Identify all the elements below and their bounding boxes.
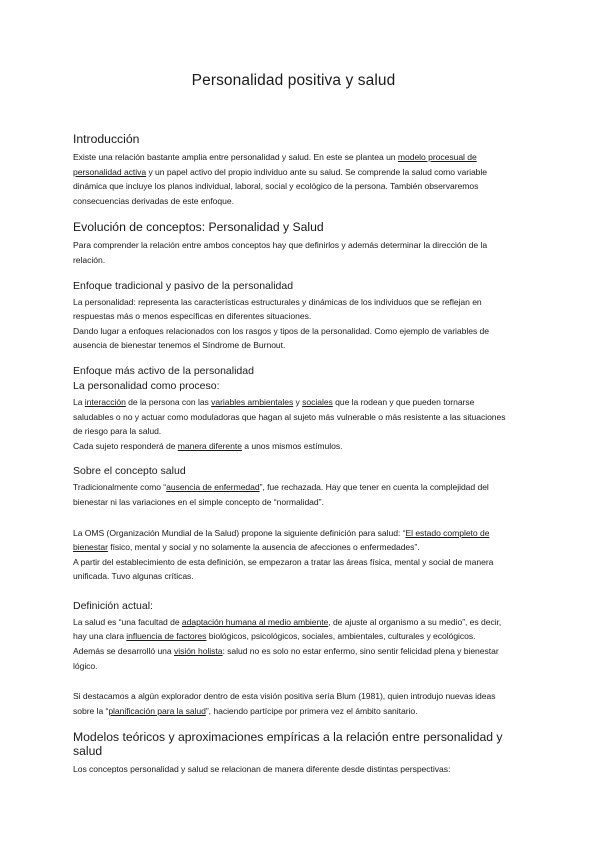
definicion-p2: Además se desarrolló una visión holista: salud no es solo no estar enfermo, sino sentir felicidad plena y bienestar lógico. bbox=[73, 646, 499, 671]
definicion-p3: Si destacamos a algún explorador dentro de esta visión positiva sería Blum (1981), quien introdujo nuevas ideas sobre la “planificación para la salud”, haciendo partícipe por primera vez el ámbito sanitario. bbox=[73, 691, 496, 716]
concepto-p2: La OMS (Organización Mundial de la Salud) propone la siguiente definición para salud: “El estado completo de bienestar físico, mental y social y no solamente la ausencia de afecciones o enfermedades”. bbox=[73, 527, 490, 553]
concepto-p1: Tradicionalmente como “ausencia de enfermedad”, fue rechazada. Hay que tener en cuenta la complejidad del bienestar ni las variaciones en el simple concepto de “normalidad”. bbox=[73, 482, 489, 507]
heading-activo: Enfoque más activo de la personalidad bbox=[73, 364, 254, 377]
subheading-proceso: La personalidad como proceso: bbox=[73, 379, 220, 392]
evolucion-paragraph: Para comprender la relación entre ambos conceptos hay que definirlos y además determinar la dirección de la relación. bbox=[73, 240, 488, 265]
heading-concepto: Sobre el concepto salud bbox=[73, 465, 186, 478]
document-title: Personalidad positiva y salud bbox=[191, 72, 396, 89]
definicion-p1: La salud es “una facultad de adaptación humana al medio ambiente, de ajuste al organismo a su medio”, es decir, hay una clara influencia de factores biológicos, psicológicos, sociales, ambientales, culturales y ecológicos. bbox=[73, 616, 502, 642]
intro-paragraph: Existe una relación bastante amplia entre personalidad y salud. En este se plantea un modelo procesual de personalidad activa y un papel activo del propio individuo ante su salud. Se comprende la salud como variable dinámica que incluye los planos individual, laboral, social y ecológico de la persona. También observaremos consecuencias derivadas de este enfoque. bbox=[73, 152, 488, 206]
tradicional-p1: La personalidad: representa las características estructurales y dinámicas de los individuos que se reflejan en respuestas más o menos específicas en diferentes situaciones. bbox=[73, 296, 482, 322]
activo-p1: La interacción de la persona con las variables ambientales y sociales que la rodean y que pueden tornarse saludables o no y actuar como moduladoras que hagan al sujeto más vulnerable o más resistente a las situaciones de riesgo para la salud. bbox=[73, 396, 506, 437]
activo-p2: Cada sujeto responderá de manera diferente a unos mismos estímulos. bbox=[73, 440, 343, 451]
tradicional-p2: Dando lugar a enfoques relacionados con los rasgos y tipos de la personalidad. Como ejemplo de variables de ausencia de bienestar tenemos el Síndrome de Burnout. bbox=[73, 325, 490, 351]
heading-evolucion: Evolución de conceptos: Personalidad y Salud bbox=[73, 220, 324, 235]
heading-definicion: Definición actual: bbox=[73, 599, 153, 612]
heading-tradicional: Enfoque tradicional y pasivo de la personalidad bbox=[73, 279, 294, 292]
heading-modelos: Modelos teóricos y aproximaciones empíricas a la relación entre personalidad y salud bbox=[73, 730, 503, 759]
concepto-p3: A partir del establecimiento de esta definición, se empezaron a tratar las áreas física, mental y social de manera unificada. Tuvo algunas críticas. bbox=[73, 556, 494, 582]
heading-introduccion: Introducción bbox=[73, 132, 140, 146]
modelos-paragraph: Los conceptos personalidad y salud se relacionan de manera diferente desde distintas perspectivas: bbox=[73, 764, 451, 775]
modelo-link: modelo procesual de personalidad activa bbox=[73, 152, 477, 177]
